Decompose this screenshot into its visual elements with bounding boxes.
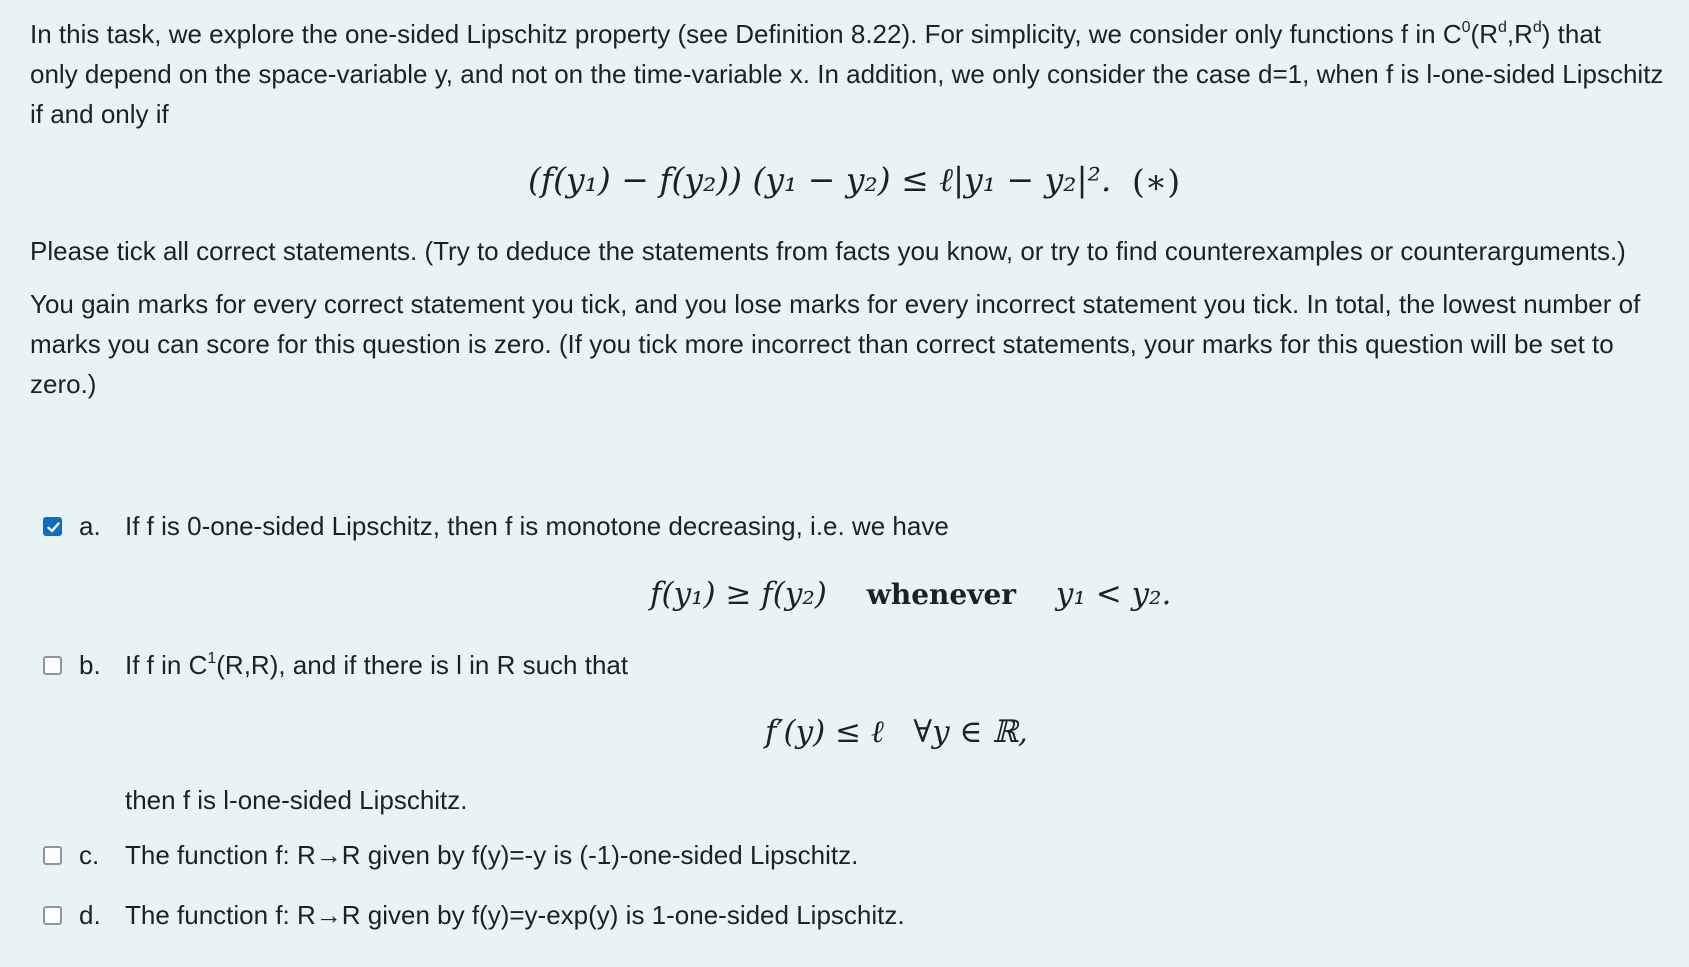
option-c-letter: c. xyxy=(79,840,100,870)
option-a-eq-left: f(y₁) ≥ f(y₂) xyxy=(650,576,827,612)
option-a-eq-word: whenever xyxy=(866,578,1017,611)
option-a-checkbox[interactable] xyxy=(43,517,62,536)
main-equation xyxy=(528,160,1111,200)
option-b-text-sup: 1 xyxy=(207,650,217,667)
intro-sup-0: 0 xyxy=(1461,19,1471,36)
option-b-checkbox[interactable] xyxy=(43,656,62,675)
option-b-text-post: (R,R), and if there is l in R such that xyxy=(216,650,629,680)
intro-line-3: if and only if xyxy=(30,99,169,129)
instructions-marks-2: marks you can score for this question is zero. (If you tick more incorrect than correct statements, your marks for this question will be set to xyxy=(30,329,1614,359)
option-b-letter: b. xyxy=(79,650,101,680)
option-a-eq-right: y₁ < y₂. xyxy=(1055,576,1172,612)
intro-text-1c: ,R xyxy=(1506,19,1533,49)
option-a-letter: a. xyxy=(79,511,101,541)
option-b-text-pre: If f in C xyxy=(125,650,208,680)
intro-line-2: only depend on the space-variable y, and not on the time-variable x. In addition, we only consider the case d=1, when f is l-one-sided Lipschitz xyxy=(30,59,1664,89)
option-a-text: If f is 0-one-sided Lipschitz, then f is monotone decreasing, i.e. we have xyxy=(125,511,949,541)
instructions-marks-3: zero.) xyxy=(30,369,97,399)
option-d-text: The function f: R→R given by f(y)=y-exp(y) is 1-one-sided Lipschitz. xyxy=(125,900,905,930)
instructions-marks-1: You gain marks for every correct statement you tick, and you lose marks for every incorrect statement you tick. In total, the lowest number of xyxy=(30,289,1641,319)
equation-tag xyxy=(1132,162,1180,201)
option-c-checkbox[interactable] xyxy=(43,846,62,865)
intro-text-1a: In this task, we explore the one-sided Lipschitz property (see Definition 8.22). For simplicity, we consider only functions f in C xyxy=(30,19,1462,49)
option-d-letter: d. xyxy=(79,900,101,930)
option-b-continuation: then f is l-one-sided Lipschitz. xyxy=(125,785,468,815)
intro-sup-d1: d xyxy=(1497,19,1507,36)
option-c-text: The function f: R→R given by f(y)=-y is (-1)-one-sided Lipschitz. xyxy=(125,840,859,870)
main-equation-expression: (f(y₁) − f(y₂)) (y₁ − y₂) ≤ ℓ|y₁ − y₂|². xyxy=(528,160,1112,199)
equation-tag-text: (∗) xyxy=(1132,162,1181,201)
option-d-checkbox[interactable] xyxy=(43,906,62,925)
intro-text-1b: (R xyxy=(1470,19,1498,49)
option-b-text xyxy=(125,650,628,681)
option-b-equation-text: f′(y) ≤ ℓ ∀y ∈ ℝ, xyxy=(765,714,1028,750)
option-b-equation xyxy=(765,714,1028,750)
intro-line-1 xyxy=(30,14,1601,54)
intro-sup-d2: d xyxy=(1532,19,1542,36)
intro-text-1d: ) that xyxy=(1541,19,1602,49)
instructions-tick: Please tick all correct statements. (Try to deduce the statements from facts you know, or try to find counterexamples or counterarguments.) xyxy=(30,236,1626,266)
check-icon xyxy=(46,520,61,535)
option-a-equation xyxy=(650,576,1171,612)
